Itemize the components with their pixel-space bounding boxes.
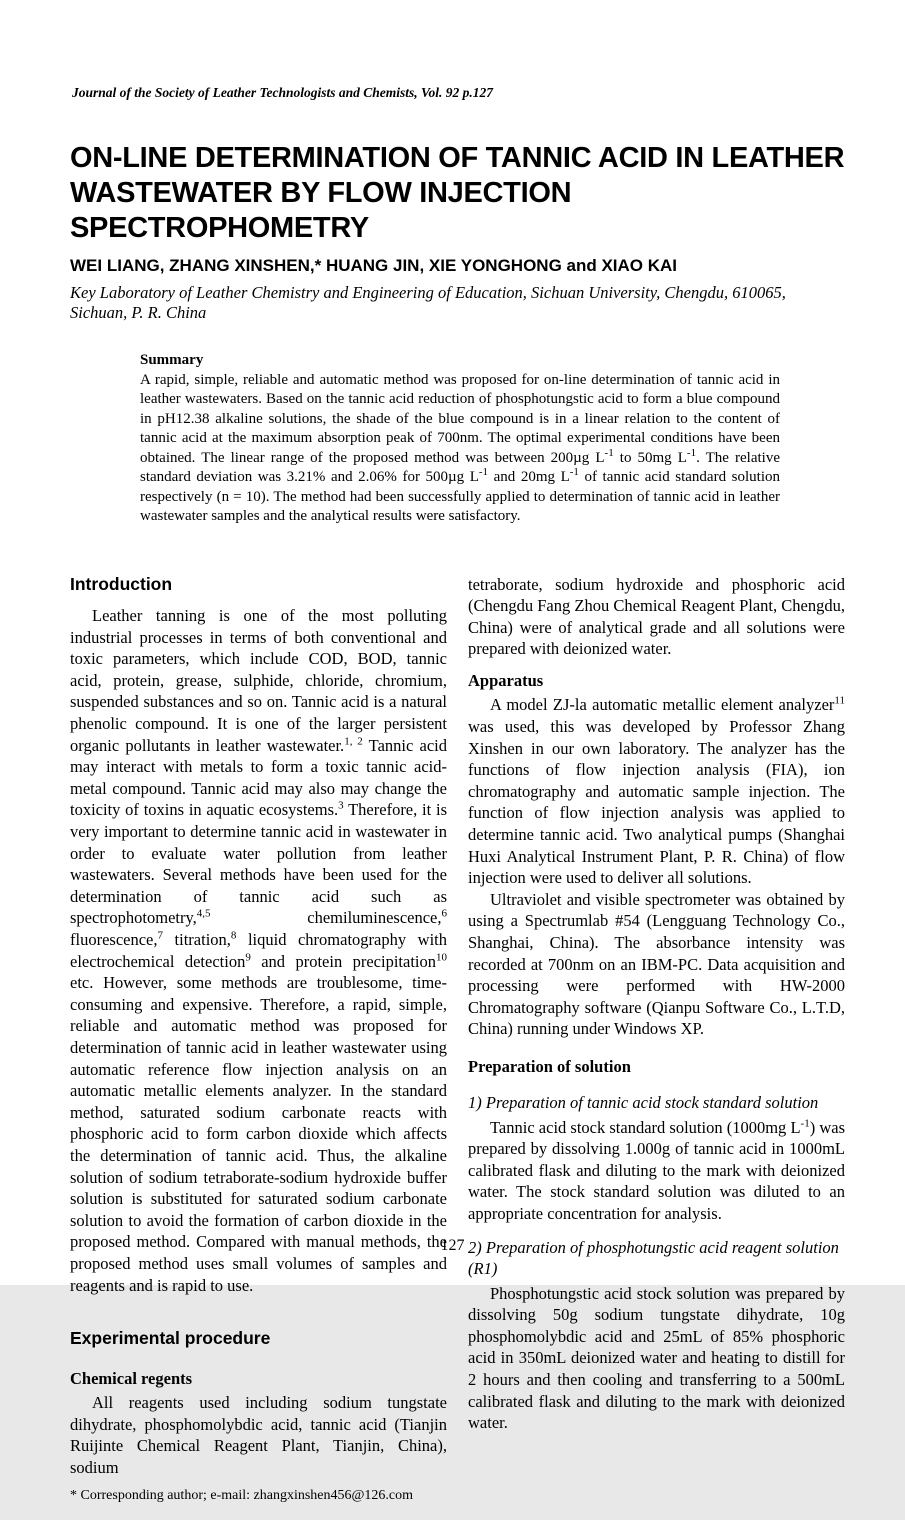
preparation-of-solution-subheading: Preparation of solution [468,1056,845,1078]
author-list: WEI LIANG, ZHANG XINSHEN,* HUANG JIN, XIE YONGHONG and XIAO KAI [70,256,845,276]
chemical-regents-paragraph: All reagents used including sodium tungstate dihydrate, phosphomolybdic acid, tannic acid (Tianjin Ruijinte Chemical Reagent Plant, Tianjin, China), sodium [70,1392,447,1478]
summary-heading: Summary [140,351,780,371]
right-column [468,574,845,1520]
introduction-heading: Introduction [70,574,447,596]
summary-section [140,351,780,527]
summary-text: A rapid, simple, reliable and automatic method was proposed for on-line determination of tannic acid in leather wastewaters. Based on the tannic acid reduction of phosphotungstic acid to form a blue compound in pH12.38 alkaline solutions, the shade of the blue compound is in a linear relation to the content of tannic acid at the maximum absorption peak of 700nm. The optimal experimental conditions have been obtained. The linear range of the proposed method was between 200µg $L^{-1}$ to 50mg $L^{-1}$. The relative standard deviation was 3.21% and 2.06% for 500µg $L^{-1}$ and 20mg $L^{-1}$ of tannic acid standard solution respectively (n = 10). The method had been successfully applied to determination of tannic acid in leather wastewater samples and the analytical results were satisfactory. [140,371,780,527]
corresponding-author-footnote: * Corresponding author; e-mail: zhangxinshen456@126.com [70,1485,447,1507]
prep2-paragraph: Phosphotungstic acid stock solution was prepared by dissolving 50g sodium tungstate dihydrate, 10g phosphomolybdic acid and 25mL of 85% phosphoric acid in 350mL deionized water and heating to distill for 2 hours and then cooling and transferring to a 500mL calibrated flask and diluting to the mark with deionized water. [468,1283,845,1434]
prep1-heading: 1) Preparation of tannic acid stock standard solution [468,1092,845,1113]
paper-title: ON-LINE DETERMINATION OF TANNIC ACID IN LEATHER WASTEWATER BY FLOW INJECTION SPECTROPHOMETRY [70,141,845,246]
reagents-continuation-paragraph: tetraborate, sodium hydroxide and phosphoric acid (Chengdu Fang Zhou Chemical Reagent Plant, Chengdu, China) were of analytical grade and all solutions were prepared with deionized water. [468,574,845,660]
introduction-paragraph: Leather tanning is one of the most polluting industrial processes in terms of both conventional and toxic parameters, which include COD, BOD, tannic acid, protein, grease, sulphide, chloride, chromium, suspended substances and so on. Tannic acid is a natural phenolic compound. It is one of the larger persistent organic pollutants in leather wastewater.$^{1, 2}$ Tannic acid may interact with metals to form a toxic tannic acid-metal compound. Tannic acid may also may change the toxicity of toxins in aquatic ecosystems.$^3$ Therefore, it is very important to determine tannic acid in wastewater in order to evaluate water pollution from leather wastewaters. Several methods have been used for the determination of tannic acid such as spectrophotometry,$^{4,5}$ chemiluminescence,$^6$ fluorescence,$^7$ titration,$^8$ liquid chromatography with electrochemical detection$^9$ and protein precipitation$^{10}$ etc. However, some methods are troublesome, time-consuming and expensive. Therefore, a rapid, simple, reliable and automatic method was proposed for determination of tannic acid in leather wastewater using automatic reference flow injection analysis on an automatic metallic elements analyzer. In the standard method, saturated sodium carbonate reacts with phosphoric acid to form carbon dioxide which affects the determination of tannic acid. Thus, the alkaline solution of sodium tetraborate-sodium hydroxide buffer solution is substituted for saturated sodium carbonate solution to avoid the formation of carbon dioxide in the proposed method. Compared with manual methods, the proposed method uses small volumes of samples and reagents and is rapid to use. [70,605,447,1296]
page-number: 127 [0,1237,905,1255]
experimental-procedure-heading: Experimental procedure [70,1328,447,1350]
affiliation: Key Laboratory of Leather Chemistry and Engineering of Education, Sichuan University, Chengdu, 610065, Sichuan, P. R. China [70,283,810,323]
apparatus-subheading: Apparatus [468,670,845,692]
journal-reference: Journal of the Society of Leather Technologists and Chemists, Vol. 92 p.127 [72,85,845,101]
two-column-body [70,574,845,1520]
left-column [70,574,447,1520]
apparatus-paragraph-1: A model ZJ-la automatic metallic element analyzer$^{11}$ was used, this was developed by Professor Zhang Xinshen in our own laboratory. The analyzer has the functions of flow injection analysis (FIA), ion chromatography and automatic sample injection. The function of flow injection analysis was applied to determine tannic acid. Two analytical pumps (Shanghai Huxi Analytical Instrument Plant, P. R. China) of flow injection were used to deliver all solutions. [468,694,845,888]
prep1-paragraph: Tannic acid stock standard solution (1000mg $L^{-1}$) was prepared by dissolving 1.000g of tannic acid in 1000mL calibrated flask and diluting to the mark with deionized water. The stock standard solution was diluted to an appropriate concentration for analysis. [468,1117,845,1225]
chemical-regents-subheading: Chemical regents [70,1368,447,1390]
apparatus-paragraph-2: Ultraviolet and visible spectrometer was obtained by using a Spectrumlab #54 (Lengguang Technology Co., Shanghai, China). The absorbance intensity was recorded at 700nm on an IBM-PC. Data acquisition and processing were performed with HW-2000 Chromatography software (Qianpu Software Co., L.T.D, China) running under Windows XP. [468,889,845,1040]
prep2-heading: 2) Preparation of phosphotungstic acid reagent solution (R1) [468,1237,845,1279]
